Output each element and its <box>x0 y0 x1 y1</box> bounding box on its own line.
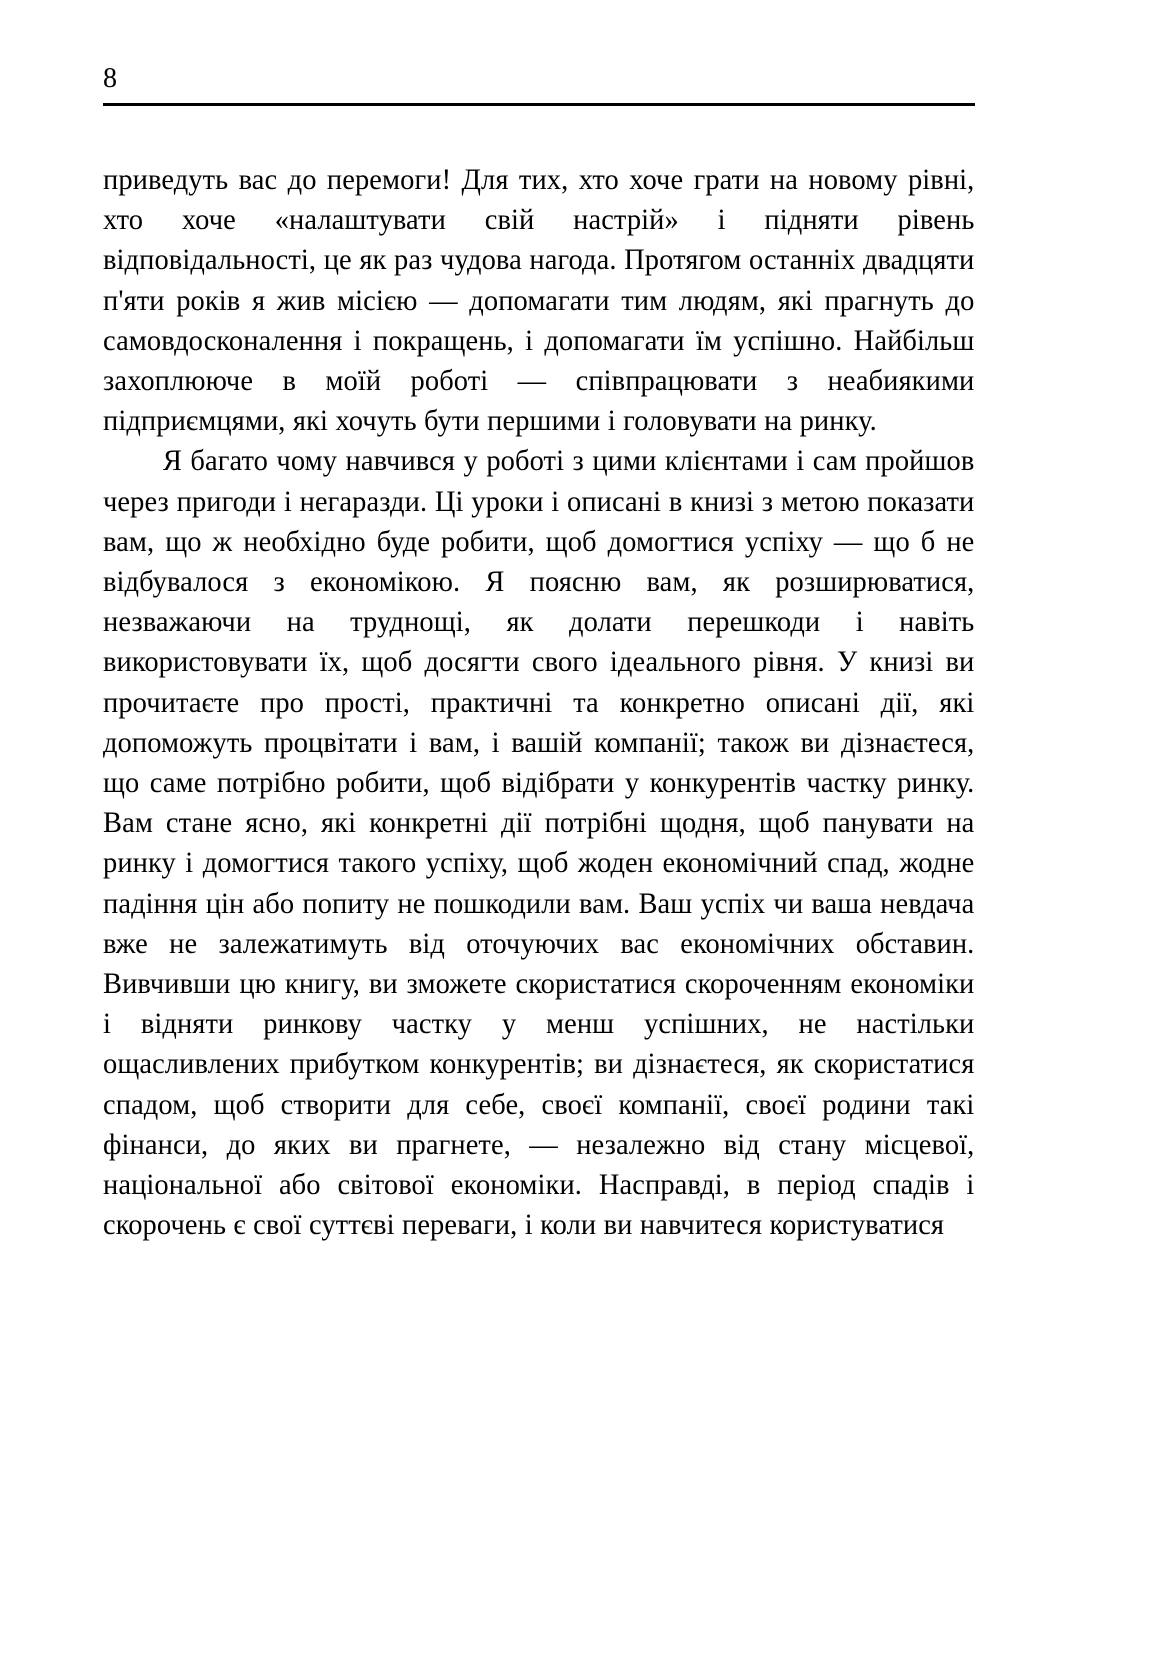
page-header <box>103 62 975 106</box>
page-number: 8 <box>103 63 118 94</box>
paragraph-2: Я багато чому навчився у роботі з цими клієнтами і сам пройшов через пригоди і негаразди. Ці уроки і описані в книзі з метою показати вам, що ж необхідно буде робити, щоб домогтися успіху — що б не відбувалося з економікою. Я поясню вам, як розширюватися, незважаючи на труднощі, як долати перешкоди і навіть використовувати їх, щоб досягти свого ідеального рівня. У книзі ви прочитаєте про прості, практичні та конкретно описані дії, які допоможуть процвітати і вам, і вашій компанії; також ви дізнаєтеся, що саме потрібно робити, щоб відібрати у конкурентів частку ринку. Вам стане ясно, які конкретні дії потрібні щодня, щоб панувати на ринку і домогтися такого успіху, щоб жоден економічний спад, жодне падіння цін або попиту не пошкодили вам. Ваш успіх чи ваша невдача вже не залежатимуть від оточуючих вас економічних обставин. Вивчивши цю книгу, ви зможете скористатися скороченням економіки і відняти ринкову частку у менш успішних, не настільки ощасливлених прибутком конкурентів; ви дізнаєтеся, як скористатися спадом, щоб створити для себе, своєї компанії, своєї родини такі фінанси, до яких ви прагнете, — незалежно від стану місцевої, національної або світової економіки. Насправді, в період спадів і скорочень є свої суттєві переваги, і коли ви навчитеся користуватися <box>103 445 975 1242</box>
header-rule-divider <box>103 103 975 106</box>
paragraph-1: приведуть вас до перемоги! Для тих, хто хоче грати на новому рівні, хто хоче «налаштувати свій настрій» і підняти рівень відповідальності, це як раз чудова нагода. Протягом останніх двадцяти п'яти років я жив місією — допомагати тим людям, які прагнуть до самовдосконалення і покращень, і допомагати їм успішно. Найбільш захоплююче в моїй роботі — співпрацювати з неабиякими підприємцями, які хочуть бути першими і головувати на ринку. <box>103 164 975 438</box>
body-text <box>103 160 975 1245</box>
